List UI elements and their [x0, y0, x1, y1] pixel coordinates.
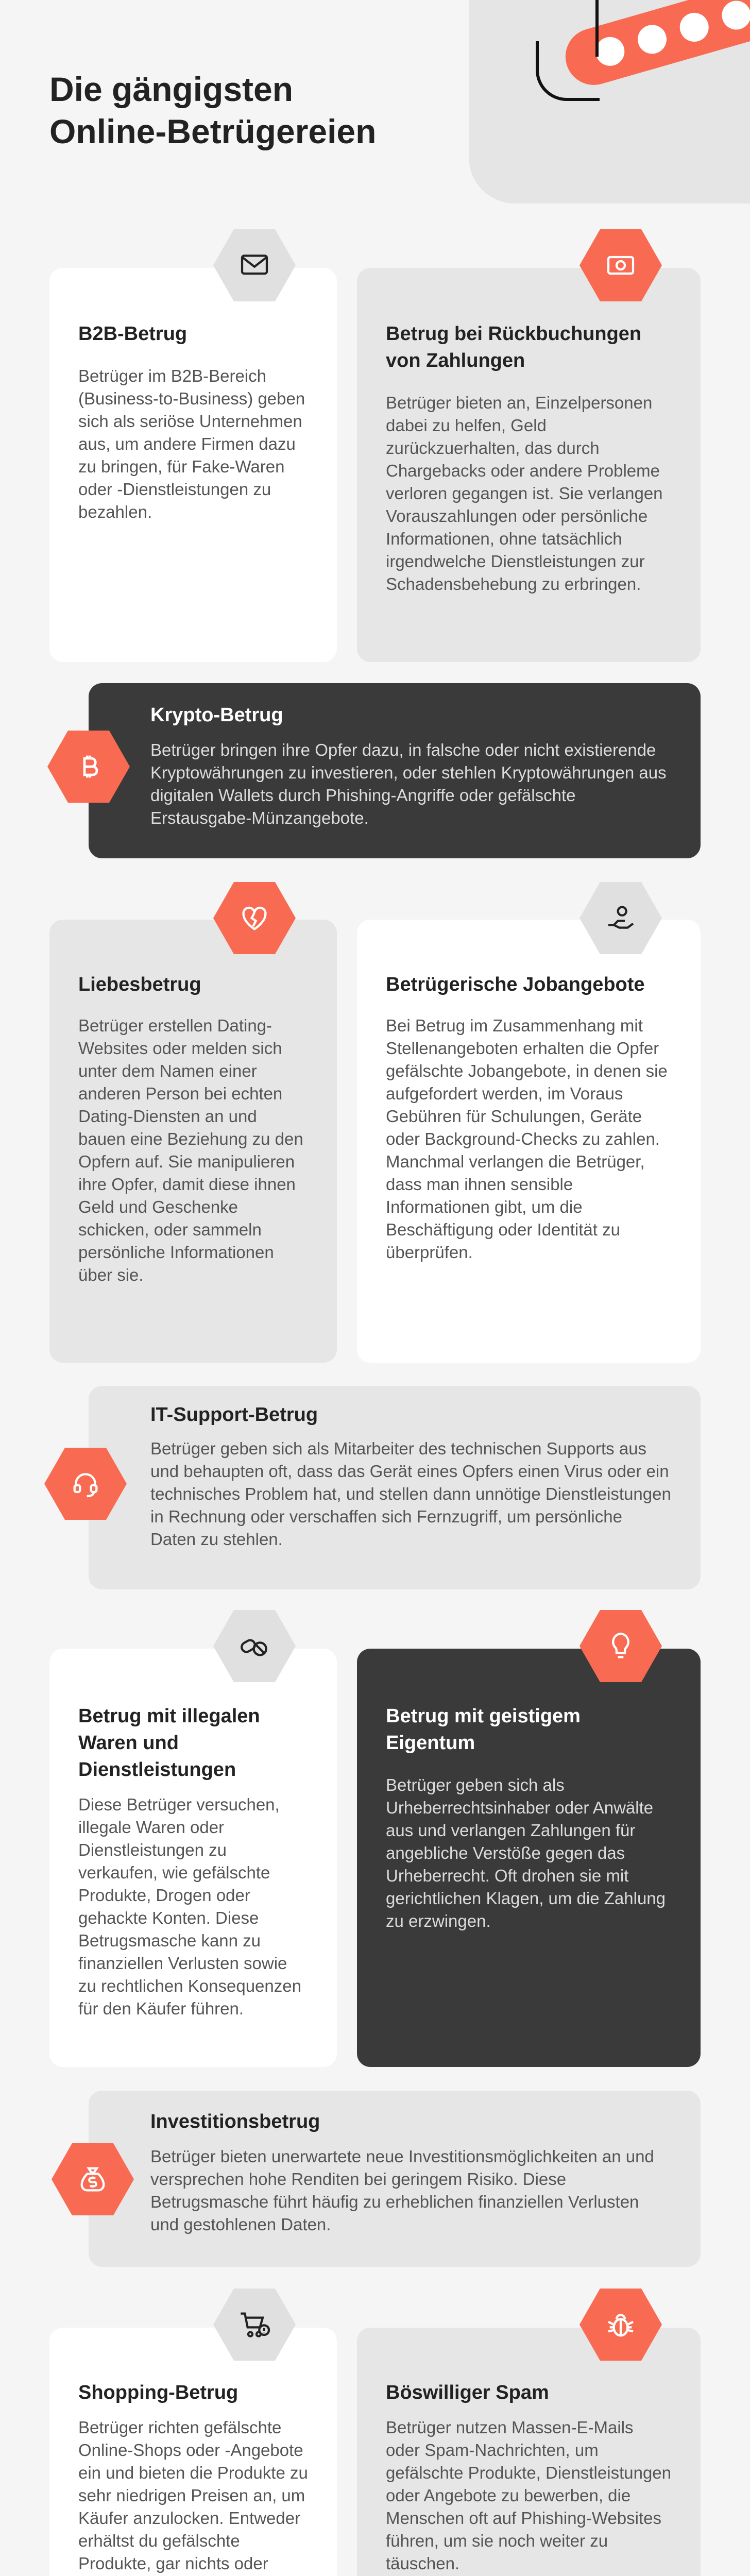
card-illegal-goods	[49, 1649, 337, 2067]
card-it-support	[89, 1386, 701, 1589]
card-text: Betrüger geben sich als Mitarbeiter des technischen Supports aus und behaupten oft, dass das Gerät eines Opfers einen Virus oder ein technisches Problem hat, und stellen dann unnötige Dienstleistungen in Rechnung oder verschaffen sich Fernzugriff, um persönliche Daten zu stehlen.	[150, 1439, 671, 1549]
card-intellectual-property	[357, 1649, 701, 2067]
card-text: Betrüger bringen ihre Opfer dazu, in falsche oder nicht existierende Kryptowährungen zu investieren, oder stehlen Kryptowährungen aus digitalen Wallets durch Phishing-Angriffe oder gefälschte Erstausgabe-Münzangebote.	[150, 740, 667, 827]
card-text: Betrüger nutzen Massen-E-Mails oder Spam-Nachrichten, um gefälschte Produkte, Dienstleistungen oder Angebote zu bewerben, die Menschen oft auf Phishing-Websites führen, um sie noch weiter zu täuschen.	[386, 2418, 672, 2573]
card-text: Betrüger richten gefälschte Online-Shops oder -Angebote ein und bieten die Produkte zu sehr niedrigen Preisen an, um Käufer anzulocken. Entweder erhältst du gefälschte Produkte, gar nichts oder	[78, 2418, 308, 2573]
card-title: Betrug bei Rückbuchungen von Zahlungen	[386, 323, 642, 371]
card-romance	[49, 920, 337, 1363]
card-title: Betrügerische Jobangebote	[386, 974, 645, 995]
card-b2b	[49, 268, 337, 662]
page-title: Die gängigsten Online-Betrügereien	[49, 70, 377, 150]
card-investment	[89, 2091, 701, 2267]
card-text: Diese Betrüger versuchen, illegale Waren oder Dienstleistungen zu verkaufen, wie gefälschte Produkte, Drogen oder gehackte Konten. Diese Betrugsmasche kann zu finanziellen Verlusten sowie zu rechtlichen Konsequenzen für den Käufer führen.	[78, 1795, 301, 2018]
card-title: Böswilliger Spam	[386, 2382, 549, 2403]
card-text: Bei Betrug im Zusammenhang mit Stellenangeboten erhalten die Opfer gefälschte Jobangebote, in denen sie aufgefordert werden, im Voraus Gebühren für Schulungen, Geräte oder Background-Checks zu zahlen. Manchmal verlangen die Betrüger, dass man ihnen sensible Informationen gibt, um die Beschäftigung oder Identität zu überprüfen.	[386, 1016, 668, 1262]
card-spam	[357, 2328, 701, 2576]
card-title: B2B-Betrug	[78, 323, 187, 345]
card-title: Betrug mit geistigem Eigentum	[386, 1705, 581, 1754]
card-title: Investitionsbetrug	[150, 2111, 320, 2132]
card-title: Shopping-Betrug	[78, 2382, 238, 2403]
card-chargeback	[357, 268, 701, 662]
card-crypto	[89, 683, 701, 858]
card-title: IT-Support-Betrug	[150, 1404, 318, 1426]
card-text: Betrüger bieten unerwartete neue Investitionsmöglichkeiten an und versprechen hohe Renditen bei geringem Risiko. Diese Betrugsmasche führt häufig zu erheblichen finanziellen Verlusten und gestohlenen Daten.	[150, 2147, 654, 2234]
card-jobs	[357, 920, 701, 1363]
card-text: Betrüger bieten an, Einzelpersonen dabei zu helfen, Geld zurückzuerhalten, das durch Chargebacks oder andere Probleme verloren gegangen ist. Sie verlangen Vorauszahlungen oder persönliche Informationen, ohne tatsächlich irgendwelche Dienstleistungen zur Schadensbehebung zu erbringen.	[386, 393, 663, 594]
card-shopping	[49, 2328, 337, 2576]
fish-hook-icon	[536, 41, 600, 101]
card-text: Betrüger erstellen Dating-Websites oder melden sich unter dem Namen einer anderen Person bei echten Dating-Diensten an und bauen eine Beziehung zu den Opfern auf. Sie manipulieren ihre Opfer, damit diese ihnen Geld und Geschenke schicken, oder sammeln persönliche Informationen über sie.	[78, 1016, 303, 1284]
card-title: Krypto-Betrug	[150, 704, 283, 726]
card-text: Betrüger im B2B-Bereich (Business-to-Business) geben sich als seriöse Unternehmen aus, um andere Firmen dazu zu bringen, für Fake-Waren oder -Dienstleistungen zu bezahlen.	[78, 366, 305, 521]
card-text: Betrüger geben sich als Urheberrechtsinhaber oder Anwälte aus und verlangen Zahlungen für angebliche Verstöße gegen das Urheberrecht. Oft drohen sie mit gerichtlichen Klagen, um die Zahlung zu erzwingen.	[386, 1775, 666, 1930]
card-title: Liebesbetrug	[78, 974, 201, 995]
card-title: Betrug mit illegalen Waren und Dienstleistungen	[78, 1705, 260, 1781]
